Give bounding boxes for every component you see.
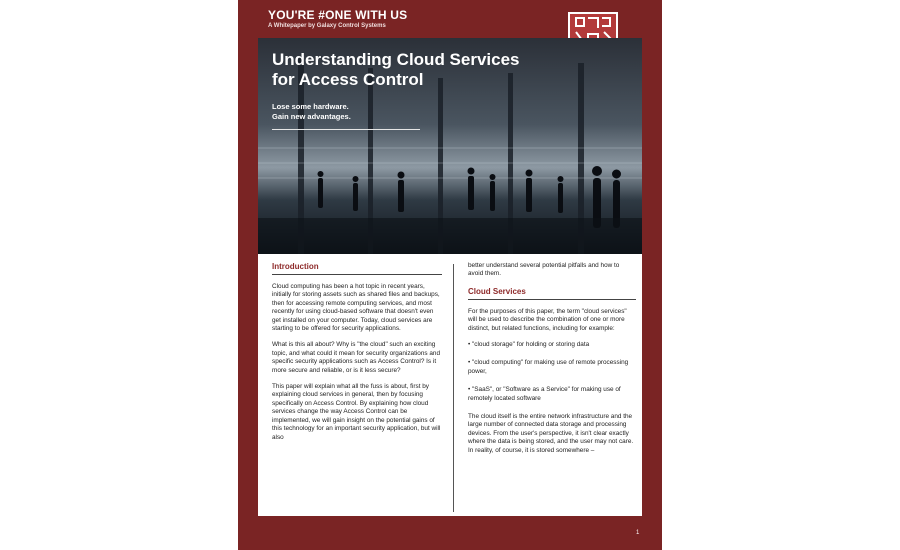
page-number: 1 [636, 530, 640, 536]
whitepaper-page [238, 0, 662, 550]
cloud-services-rule [468, 299, 636, 300]
bullet-item: • "SaaS", or "Software as a Service" for making use of remotely located software [468, 386, 621, 402]
hero-rule [272, 129, 420, 130]
column-divider [453, 264, 454, 512]
hero-title-line2: for Access Control [272, 70, 424, 89]
hero-title [272, 50, 520, 90]
cloud-services-heading: Cloud Services [468, 286, 526, 296]
intro-paragraph-2: What is this all about? Why is "the cloud" such an exciting topic, and what could it mean for security organizations and specific security applications such as Access Control? Is it more secure and reliable, or is it less secure? [272, 341, 441, 374]
introduction-rule [272, 274, 442, 275]
hero-image [258, 38, 642, 254]
hero-subtitle-line2: Gain new advantages. [272, 112, 351, 121]
intro-paragraph-1: Cloud computing has been a hot topic in recent years, initially for storing assets such as shared files and backups, then for accessing remote computing services, and most recently for using cloud-based software that doesn't even get installed on your computer. Today, cloud services are starting to be offered for security applications. [272, 283, 440, 333]
banner-tagline: YOU'RE #ONE WITH US [268, 8, 408, 22]
banner-subtitle: A Whitepaper by Galaxy Control Systems [268, 23, 386, 29]
left-column [272, 262, 442, 450]
hero-subtitle-line1: Lose some hardware. [272, 102, 349, 111]
cloud-paragraph-1: For the purposes of this paper, the term "cloud services" will be used to describe the combination of one or more distinct, but related functions, including for example: [468, 307, 627, 332]
bullet-item: • "cloud storage" for holding or storing data [468, 341, 590, 349]
content-panel [258, 38, 642, 516]
top-banner [268, 8, 407, 30]
hero-title-line1: Understanding Cloud Services [272, 50, 520, 69]
introduction-heading: Introduction [272, 262, 319, 271]
intro-paragraph-3: This paper will explain what all the fuss is about, first by explaining cloud services in general, then by focusing specifically on Access Control. By explaining how cloud services change the way Access Control can be implemented, we will gain insight on the potential gains of this technology for an important security application, but will also [272, 383, 441, 441]
hero-subtitle [272, 102, 351, 122]
bullet-item: • "cloud computing" for making use of remote processing power, [468, 359, 629, 375]
intro-paragraph-3-cont: better understand several potential pitfalls and how to avoid them. [468, 262, 620, 278]
right-column [468, 262, 636, 463]
cloud-paragraph-2: The cloud itself is the entire network infrastructure and the large number of connected data storage and processing devices. From the user's perspective, it isn't clear exactly where the data is being stored, and the user may not care. In reality, of course, it is stored somewhere – [468, 413, 634, 454]
